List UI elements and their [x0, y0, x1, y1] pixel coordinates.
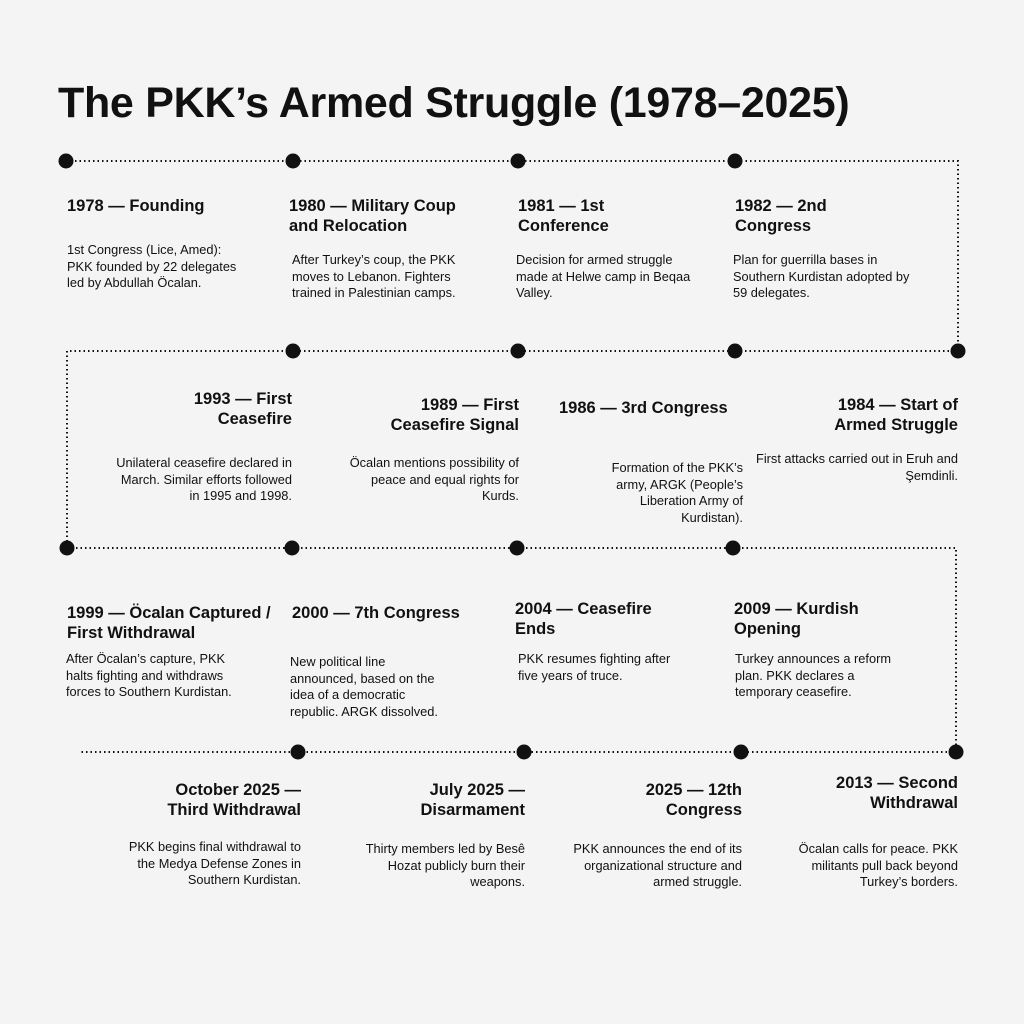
event-1981 [518, 196, 730, 302]
event-1993 [80, 389, 292, 505]
timeline-dot [728, 344, 743, 359]
event-description: After Turkey’s coup, the PKK moves to Lebanon. Fighters trained in Palestinian camps. [292, 252, 456, 300]
event-2013 [746, 773, 958, 891]
event-description: Thirty members led by Besê Hozat publicly burn their weapons. [365, 841, 525, 889]
timeline-dot [285, 541, 300, 556]
event-1989 [307, 395, 519, 505]
event-1982 [735, 196, 947, 302]
event-heading: 2013 — Second Withdrawal [836, 774, 958, 812]
event-2009 [734, 599, 946, 701]
event-2004 [515, 599, 727, 684]
timeline-dot [728, 154, 743, 169]
timeline-dot [291, 745, 306, 760]
event-heading: 2009 — Kurdish Opening [734, 600, 859, 638]
event-heading: 1982 — 2nd Congress [735, 197, 827, 235]
event-heading: 1999 — Öcalan Captured / First Withdrawal [67, 604, 271, 642]
event-heading: October 2025 — Third Withdrawal [167, 781, 301, 819]
event-description: Unilateral ceasefire declared in March. Similar efforts followed in 1995 and 1998. [116, 455, 292, 503]
event-heading: 1986 — 3rd Congress [559, 399, 728, 417]
timeline-dot [517, 745, 532, 760]
event-1986 [531, 398, 743, 526]
event-1980 [289, 196, 501, 302]
event-description: After Öcalan’s capture, PKK halts fighting and withdraws forces to Southern Kurdistan. [66, 651, 232, 699]
event-july-2025 [313, 780, 525, 891]
event-1984 [746, 395, 958, 484]
page-title: The PKK’s Armed Struggle (1978–2025) [58, 79, 850, 127]
event-description: New political line announced, based on the idea of a democratic republic. ARGK dissolved. [290, 654, 438, 719]
event-description: Decision for armed struggle made at Helwe camp in Beqaa Valley. [516, 252, 691, 300]
event-description: First attacks carried out in Eruh and Şemdinli. [756, 451, 958, 483]
event-1999 [67, 603, 279, 701]
timeline-dot [511, 154, 526, 169]
event-heading: 1980 — Military Coup and Relocation [289, 197, 456, 235]
event-heading: 1984 — Start of Armed Struggle [834, 396, 958, 434]
event-1978 [67, 196, 279, 292]
timeline-dot [949, 745, 964, 760]
event-description: PKK resumes fighting after five years of truce. [518, 651, 671, 683]
event-description: Öcalan mentions possibility of peace and equal rights for Kurds. [349, 455, 519, 503]
event-heading: 1989 — First Ceasefire Signal [390, 396, 519, 434]
event-description: Turkey announces a reform plan. PKK declares a temporary ceasefire. [735, 651, 892, 699]
event-heading: 2004 — Ceasefire Ends [515, 600, 652, 638]
timeline-dot [286, 344, 301, 359]
event-october-2025 [89, 780, 301, 889]
event-description: Öcalan calls for peace. PKK militants pull back beyond Turkey’s borders. [798, 841, 958, 889]
event-heading: 2000 — 7th Congress [292, 604, 460, 622]
event-description: Plan for guerrilla bases in Southern Kurdistan adopted by 59 delegates. [733, 252, 910, 300]
timeline-dot [60, 541, 75, 556]
timeline-dot [59, 154, 74, 169]
timeline-dot [510, 541, 525, 556]
event-description: 1st Congress (Lice, Amed): PKK founded by 22 delegates led by Abdullah Öcalan. [67, 242, 237, 290]
event-heading: 1993 — First Ceasefire [193, 390, 292, 428]
event-description: PKK begins final withdrawal to the Medya Defense Zones in Southern Kurdistan. [128, 839, 301, 887]
timeline-dot [951, 344, 966, 359]
event-description: PKK announces the end of its organizational structure and armed struggle. [573, 841, 742, 889]
timeline-dot [511, 344, 526, 359]
event-heading: July 2025 — Disarmament [420, 781, 525, 819]
timeline-dot [734, 745, 749, 760]
event-heading: 1978 — Founding [67, 197, 205, 215]
event-heading: 1981 — 1st Conference [518, 197, 609, 235]
timeline-dot [726, 541, 741, 556]
event-2000 [292, 603, 504, 720]
event-heading: 2025 — 12th Congress [645, 781, 742, 819]
event-description: Formation of the PKK’s army, ARGK (People’s Liberation Army of Kurdistan). [611, 460, 743, 525]
timeline-dot [286, 154, 301, 169]
event-2025-congress [530, 780, 742, 891]
